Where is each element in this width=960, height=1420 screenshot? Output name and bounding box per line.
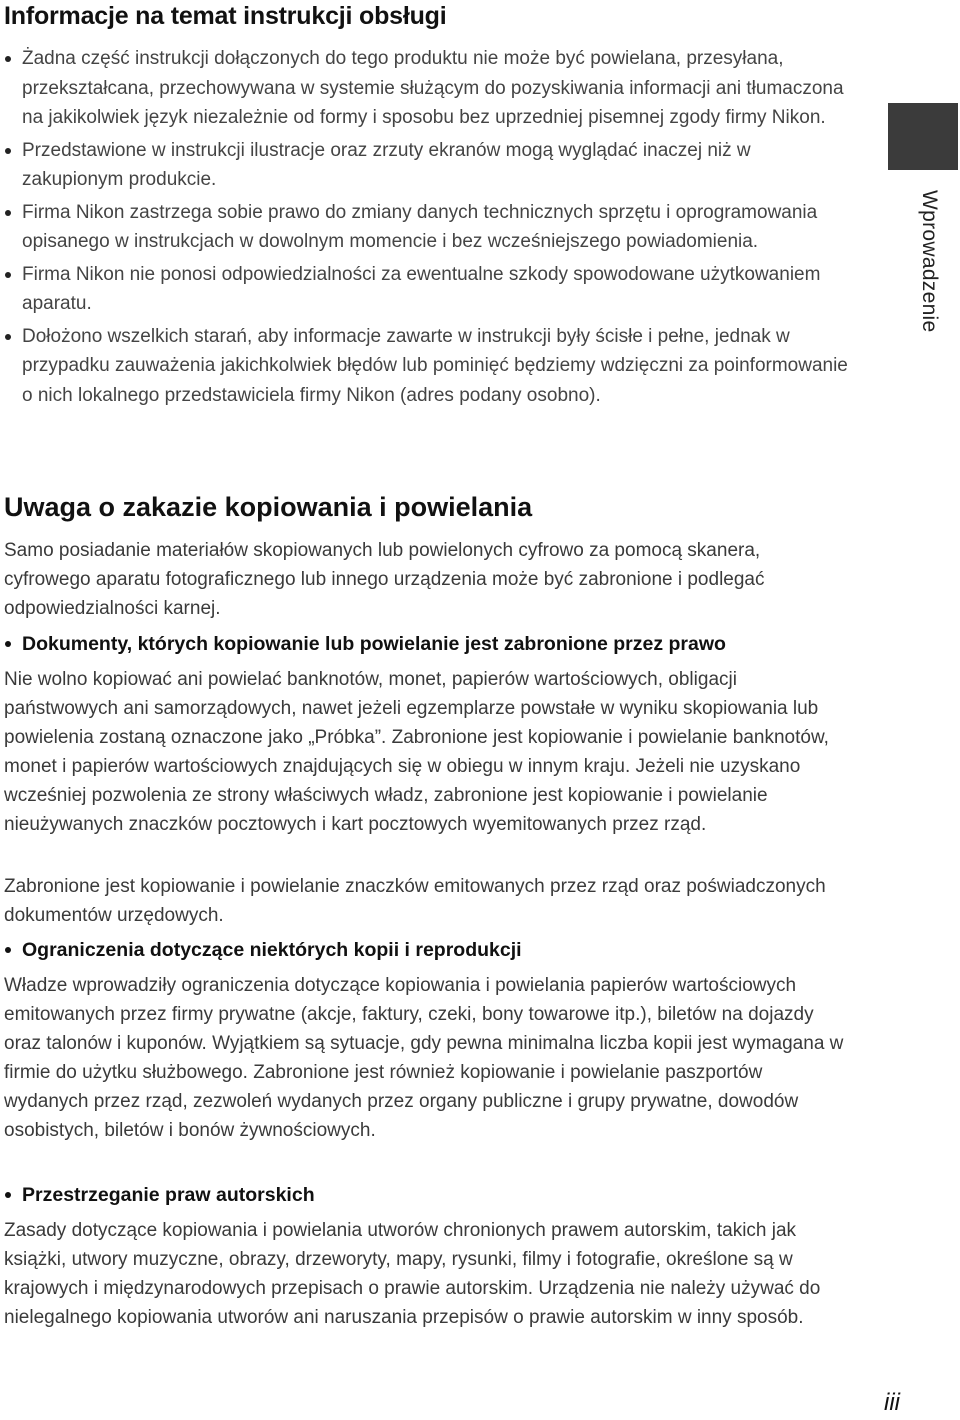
subheading-copyright: Przestrzeganie praw autorskich <box>4 1181 315 1209</box>
chapter-tab-label: Wprowadzenie <box>918 190 941 333</box>
list-item: Przedstawione w instrukcji ilustracje oraz zrzuty ekranów mogą wyglądać inaczej niż w zakupionym produkcie. <box>4 136 849 195</box>
list-item: Dołożono wszelkich starań, aby informacje zawarte w instrukcji były ścisłe i pełne, jednak w przypadku zauważenia jakichkolwiek błędów lub pominięć będziemy wdzięczni za poinformowanie o nich lokalnego przedstawiciela firmy Nikon (adres podany osobno). <box>4 322 849 411</box>
bullet-icon <box>5 210 11 216</box>
list-item: Firma Nikon zastrzega sobie prawo do zmiany danych technicznych sprzętu i oprogramowania opisanego w instrukcjach w dowolnym momencie i bez wcześniejszego powiadomienia. <box>4 198 849 257</box>
copy-restrictions-paragraph: Władze wprowadziły ograniczenia dotyczące kopiowania i powielania papierów wartościowych emitowanych przez firmy prywatne (akcje, faktury, czeki, bony towarowe itp.), biletów na dojazdy oraz talonów i kuponów. Wyjątkiem są sytuacje, gdy pewna minimalna liczba kopii jest wymagana w firmie do użytku służbowego. Zabronione jest również kopiowanie i powielanie paszportów wydanych przez rząd, zezwoleń wydanych przez organy publiczne i grupy prywatne, dowodów osobistych, biletów i bonów żywnościowych. <box>4 975 844 1141</box>
prohibited-documents-paragraph: Nie wolno kopiować ani powielać banknotów, monet, papierów wartościowych, obligacji państwowych ani samorządowych, nawet jeżeli egzemplarze powstałe w wyniku skopiowania lub powielenia zostaną oznaczone jako „Próbka”. Zabronione jest kopiowanie i powielanie banknotów, monet i papierów wartościowych znajdujących się w obiegu w innym kraju. Jeżeli nie uzyskano wcześniej pozwolenia ze strony właściwych władz, zabronione jest kopiowanie i powielanie nieużywanych znaczków pocztowych i kart pocztowych wyemitowanych przez rząd. <box>4 669 829 835</box>
bullet-icon <box>5 947 11 953</box>
section-title-manual-info: Informacje na temat instrukcji obsługi <box>4 2 447 30</box>
manual-info-list <box>4 44 849 413</box>
bullet-icon <box>5 334 11 340</box>
list-item: Firma Nikon nie ponosi odpowiedzialności za ewentualne szkody spowodowane użytkowaniem aparatu. <box>4 260 849 319</box>
bullet-icon <box>5 148 11 154</box>
page-number: iii <box>884 1389 900 1416</box>
prohibited-stamps-paragraph: Zabronione jest kopiowanie i powielanie znaczków emitowanych przez rząd oraz poświadczonych dokumentów urzędowych. <box>4 876 826 926</box>
bullet-icon <box>5 56 11 62</box>
bullet-icon <box>5 272 11 278</box>
copyright-paragraph: Zasady dotyczące kopiowania i powielania utworów chronionych prawem autorskim, takich jak książki, utwory muzyczne, obrazy, drzeworyty, mapy, rysunki, filmy i fotografie, określone są w krajowych i międzynarodowych przepisach o prawie autorskim. Urządzenia nie należy używać do nielegalnego kopiowania utworów ani naruszania przepisów o prawie autorskim w inny sposób. <box>4 1220 821 1328</box>
bullet-icon <box>5 641 11 647</box>
chapter-tab-marker <box>888 103 958 170</box>
copy-notice-intro: Samo posiadanie materiałów skopiowanych lub powielonych cyfrowo za pomocą skanera, cyfrowego aparatu fotograficznego lub innego urządzenia może być zabronione i podlegać odpowiedzialności karnej. <box>4 540 765 619</box>
subheading-prohibited-documents: Dokumenty, których kopiowanie lub powielanie jest zabronione przez prawo <box>4 630 726 658</box>
bullet-icon <box>5 1192 11 1198</box>
section-title-copy-notice: Uwaga o zakazie kopiowania i powielania <box>4 492 533 522</box>
list-item: Żadna część instrukcji dołączonych do tego produktu nie może być powielana, przesyłana, przekształcana, przechowywana w systemie służącym do pozyskiwania informacji ani tłumaczona na jakikolwiek język niezależnie od formy i sposobu bez uprzedniej pisemnej zgody firmy Nikon. <box>4 44 849 133</box>
subheading-copy-restrictions: Ograniczenia dotyczące niektórych kopii i reprodukcji <box>4 936 522 964</box>
